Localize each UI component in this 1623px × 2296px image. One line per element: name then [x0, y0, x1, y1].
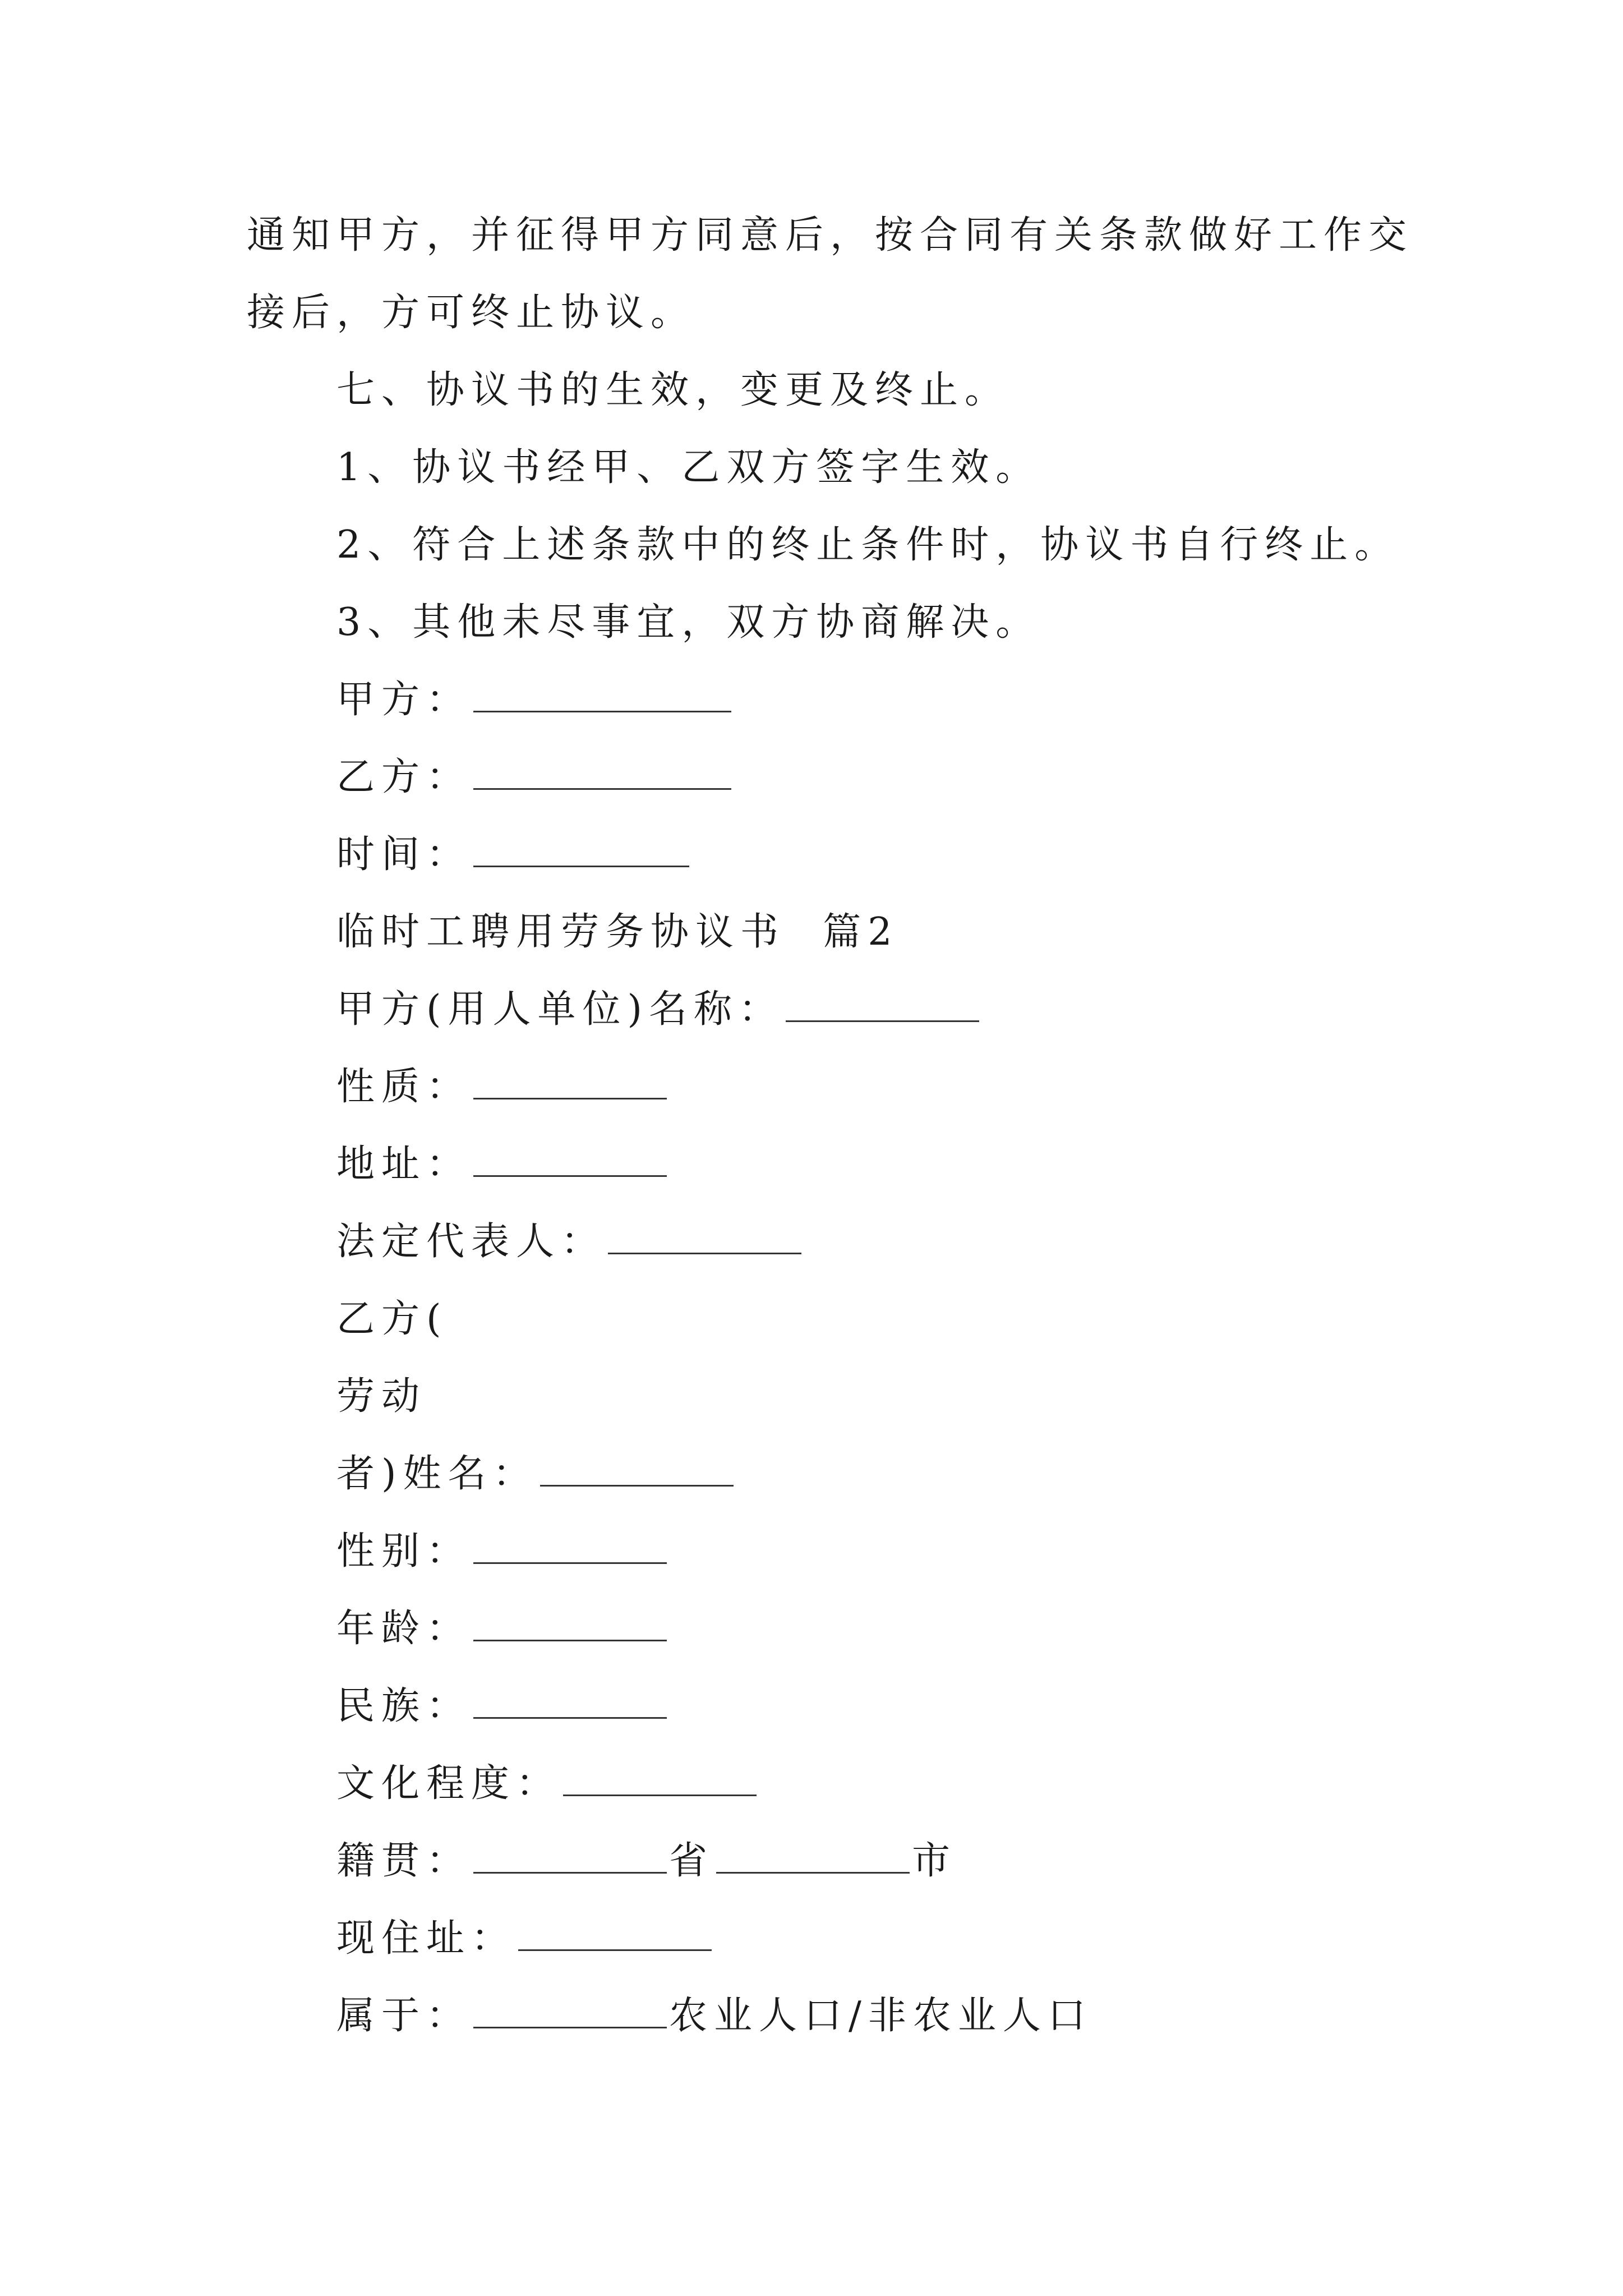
field-label: 农业人口/非农业人口 [669, 1994, 1092, 2038]
list-item [336, 523, 1399, 568]
field-label: 民族： [336, 1684, 472, 1728]
section-heading [336, 368, 1009, 413]
employer-name-row [336, 987, 981, 1032]
paragraph-line [247, 291, 695, 335]
list-item-text: 2、符合上述条款中的终止条件时，协议书自行终止。 [336, 523, 1400, 567]
paragraph-text: 接后，方可终止协议。 [247, 291, 696, 335]
legal-rep-row [336, 1220, 804, 1264]
worker-label-line [336, 1297, 448, 1342]
blank-field[interactable] [716, 1843, 910, 1874]
blank-field[interactable] [786, 991, 979, 1022]
age-row [336, 1607, 669, 1651]
field-label: 年龄： [336, 1607, 472, 1651]
field-label: 乙方： [336, 755, 472, 799]
field-label: 甲方： [336, 678, 472, 722]
blank-field[interactable] [473, 1533, 667, 1564]
signature-party-a [336, 678, 734, 723]
worker-label-line [336, 1374, 426, 1419]
blank-field[interactable] [473, 1611, 667, 1641]
native-place-row [336, 1839, 957, 1884]
blank-field[interactable] [473, 1998, 667, 2028]
population-type-row [336, 1994, 1092, 2039]
blank-field[interactable] [473, 1146, 667, 1177]
blank-field[interactable] [608, 1223, 801, 1254]
blank-field[interactable] [473, 1843, 667, 1874]
field-label: 地址： [336, 1142, 472, 1186]
signature-date [336, 832, 691, 877]
blank-field[interactable] [540, 1456, 734, 1487]
field-label: 市 [912, 1839, 957, 1883]
gender-row [336, 1529, 669, 1574]
field-label: 法定代表人： [336, 1220, 606, 1264]
field-label: 籍贯： [336, 1839, 472, 1883]
field-label: 现住址： [336, 1916, 517, 1961]
nature-row [336, 1065, 669, 1110]
list-item [336, 445, 1040, 490]
current-address-row [336, 1916, 714, 1961]
blank-field[interactable] [473, 682, 731, 712]
field-label: 乙方( [336, 1297, 448, 1341]
field-label: 文化程度： [336, 1761, 561, 1806]
paragraph-text: 通知甲方，并征得甲方同意后，按合同有关条款做好工作交 [247, 213, 1414, 257]
worker-name-row [336, 1452, 736, 1497]
blank-field[interactable] [563, 1765, 757, 1796]
education-row [336, 1761, 759, 1806]
ethnicity-row [336, 1684, 669, 1729]
section-title-text: 临时工聘用劳务协议书 篇2 [336, 910, 899, 954]
blank-field[interactable] [473, 1069, 667, 1099]
list-item [336, 600, 1040, 645]
section-heading-text: 七、协议书的生效，变更及终止。 [336, 368, 1010, 412]
list-item-text: 1、协议书经甲、乙双方签字生效。 [336, 445, 1041, 490]
field-label: 者)姓名： [336, 1452, 538, 1496]
field-label: 性别： [336, 1529, 472, 1573]
address-row [336, 1142, 669, 1187]
blank-field[interactable] [473, 1688, 667, 1719]
field-label: 性质： [336, 1065, 472, 1109]
list-item-text: 3、其他未尽事宜，双方协商解决。 [336, 600, 1041, 645]
paragraph-line [247, 213, 1413, 258]
blank-field[interactable] [473, 759, 731, 790]
field-label: 属于： [336, 1994, 472, 2038]
field-label: 劳动 [336, 1374, 427, 1419]
section-title [336, 910, 899, 955]
signature-party-b [336, 755, 734, 800]
field-label: 甲方(用人单位)名称： [336, 987, 784, 1032]
field-label: 时间： [336, 832, 472, 877]
field-label: 省 [669, 1839, 714, 1883]
blank-field[interactable] [518, 1920, 712, 1951]
blank-field[interactable] [473, 836, 689, 867]
